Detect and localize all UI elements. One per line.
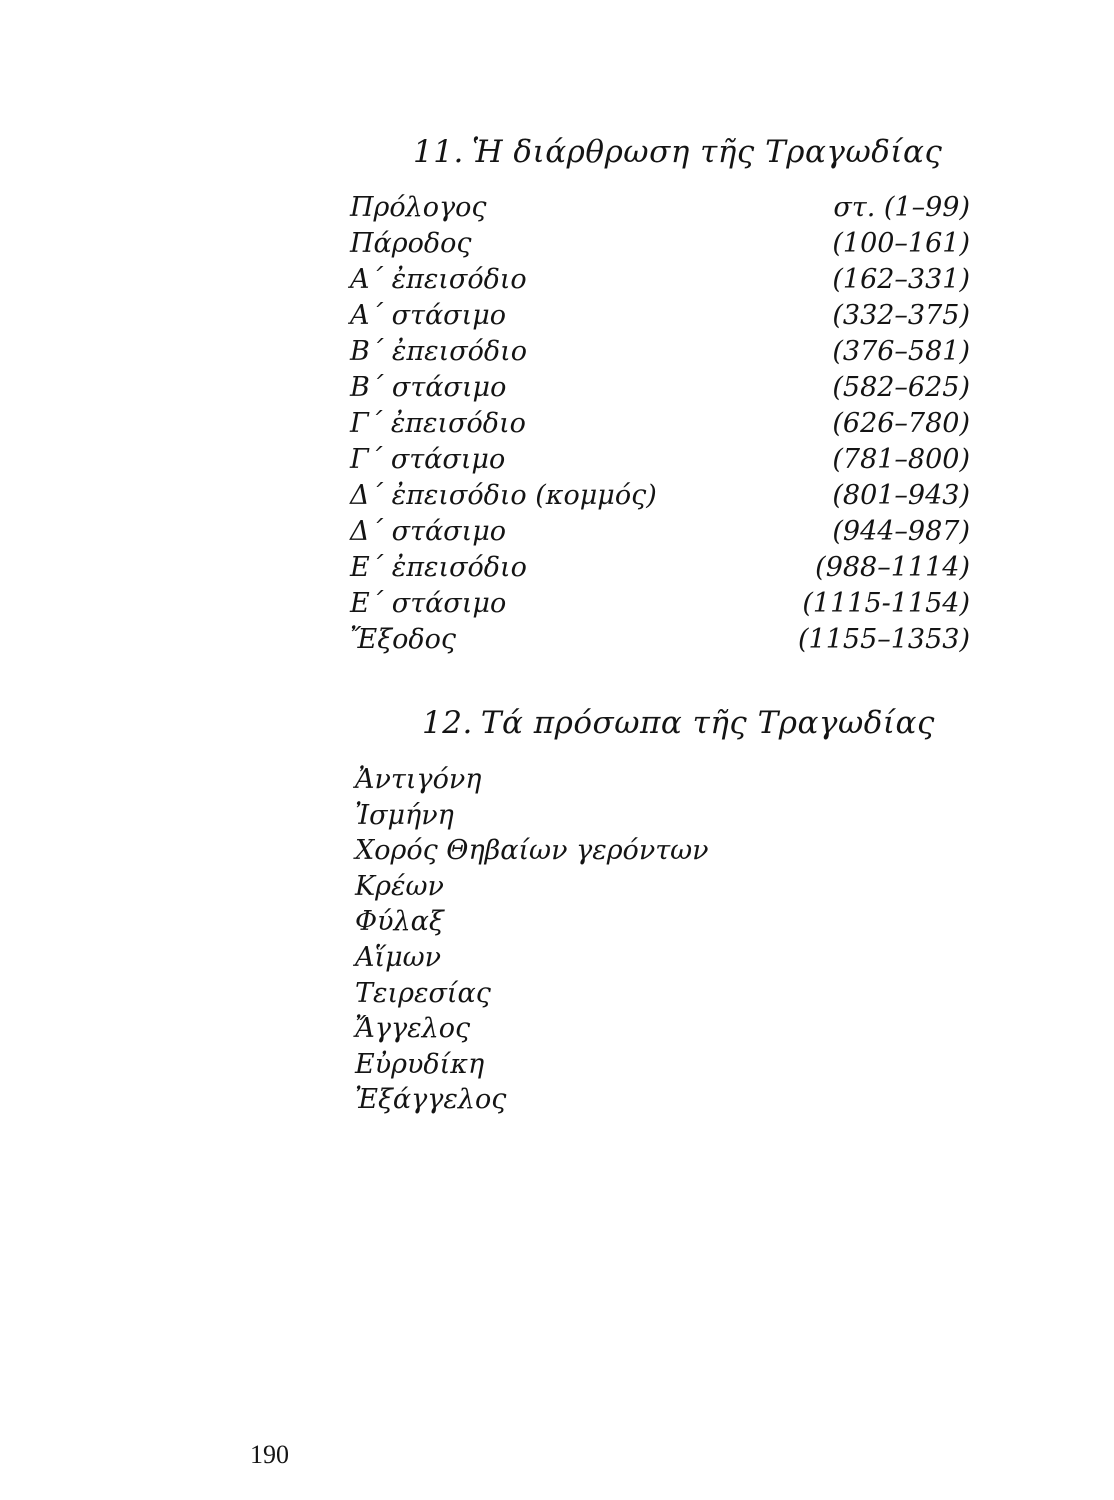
structure-section-title: Ἡ διάρθρωση τῆς Τραγωδίας: [471, 134, 943, 170]
persons-heading: [422, 705, 935, 741]
structure-range: (376–581): [832, 336, 970, 367]
structure-section-number: 11.: [413, 134, 464, 170]
structure-row: [350, 190, 972, 226]
structure-part: Ε΄ ἐπεισόδιο: [350, 552, 527, 583]
structure-row: [350, 622, 972, 658]
structure-range: (162–331): [832, 264, 970, 295]
structure-row: [350, 406, 972, 442]
structure-part: Α΄ ἐπεισόδιο: [350, 264, 527, 295]
person-item: Ἀντιγόνη: [355, 764, 482, 795]
structure-range: (1115-1154): [802, 588, 970, 619]
person-item: Τειρεσίας: [355, 977, 491, 1009]
structure-row: [350, 262, 972, 298]
persons-list: [355, 762, 709, 1118]
person-item: Φύλαξ: [355, 906, 444, 938]
structure-row: [350, 334, 972, 370]
structure-row: [350, 514, 972, 550]
person-item: Αἵμων: [355, 941, 442, 973]
structure-range: (582–625): [832, 372, 970, 403]
structure-row: [350, 478, 972, 514]
structure-row: [350, 298, 972, 334]
structure-range: (944–987): [832, 516, 970, 547]
person-item: Ἄγγελος: [355, 1013, 471, 1045]
structure-list: [350, 190, 972, 658]
structure-part: Δ΄ στάσιμο: [350, 516, 507, 547]
page-number: 190: [250, 1440, 289, 1469]
structure-part: Γ΄ ἐπεισόδιο: [350, 408, 526, 439]
structure-row: [350, 370, 972, 406]
structure-row: [350, 586, 972, 622]
structure-part: Α΄ στάσιμο: [350, 300, 507, 331]
structure-part: Ἔξοδος: [350, 624, 456, 655]
person-item: Ἐξάγγελος: [355, 1084, 507, 1116]
structure-part: Ε΄ στάσιμο: [350, 588, 507, 619]
persons-section-number: 12.: [422, 705, 473, 741]
person-item: Χορός Θηβαίων γερόντων: [355, 835, 709, 867]
structure-heading: [413, 134, 942, 170]
structure-range: (626–780): [832, 408, 970, 439]
structure-range: (100–161): [832, 228, 970, 259]
structure-range: (988–1114): [815, 552, 970, 583]
structure-row: [350, 550, 972, 586]
person-item: Ἰσμήνη: [355, 799, 454, 831]
person-item: Κρέων: [355, 870, 444, 902]
structure-row: [350, 442, 972, 478]
structure-part: Πάροδος: [350, 228, 472, 259]
structure-part: Β΄ στάσιμο: [350, 372, 507, 403]
structure-part: Πρόλογος: [350, 192, 487, 223]
structure-range: (332–375): [832, 300, 970, 331]
person-item: Εὐρυδίκη: [355, 1048, 485, 1080]
structure-range: στ. (1–99): [833, 192, 970, 223]
structure-row: [350, 226, 972, 262]
structure-part: Δ΄ ἐπεισόδιο (κομμός): [350, 480, 657, 511]
structure-range: (781–800): [832, 444, 970, 475]
structure-part: Β΄ ἐπεισόδιο: [350, 336, 528, 367]
structure-part: Γ΄ στάσιμο: [350, 444, 506, 475]
structure-range: (801–943): [832, 480, 970, 511]
persons-section-title: Τά πρόσωπα τῆς Τραγωδίας: [480, 705, 935, 741]
structure-range: (1155–1353): [798, 624, 970, 655]
